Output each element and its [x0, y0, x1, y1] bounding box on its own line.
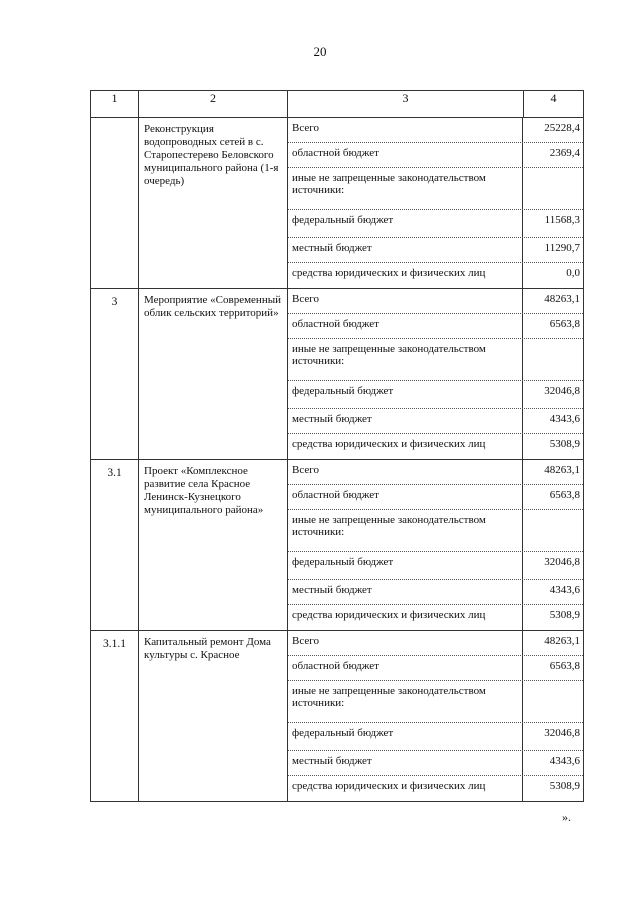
total-line [288, 631, 583, 656]
table-row [91, 289, 584, 460]
funding-source-label: областной бюджет [288, 656, 523, 680]
funding-amount: 25228,4 [544, 122, 580, 134]
funding-source-label: местный бюджет [288, 409, 523, 433]
funding-source-label: средства юридических и физических лиц [288, 605, 523, 630]
funding-amount: 6563,8 [549, 660, 580, 672]
total-line [288, 118, 583, 143]
header-cell: 2 [139, 91, 288, 118]
regional-budget-line [288, 656, 583, 681]
funding-source-label: средства юридических и физических лиц [288, 776, 523, 801]
funding-amount [523, 681, 583, 685]
regional-budget-line [288, 143, 583, 168]
measure-name: Реконструкция водопроводных сетей в с. Старопестерево Беловского муниципального района (1-я очередь) [139, 118, 288, 289]
row-number: 3.1.1 [91, 631, 139, 802]
funding-source-label: иные не запрещенные законодательством источники: [288, 681, 523, 722]
funding-amount: 5308,9 [549, 609, 580, 621]
funding-amount: 6563,8 [549, 318, 580, 330]
funding-amount: 4343,6 [549, 584, 580, 596]
funding-source-label: иные не запрещенные законодательством источники: [288, 168, 523, 209]
row-number: 3.1 [91, 460, 139, 631]
legal-entities-line [288, 263, 583, 288]
funding-amount [523, 510, 583, 514]
funding-source-label: Всего [288, 289, 523, 313]
funding-amount: 32046,8 [544, 727, 580, 739]
legal-entities-line [288, 605, 583, 630]
header-cell: 3 [288, 91, 524, 118]
funding-source-label: иные не запрещенные законодательством источники: [288, 510, 523, 551]
funding-amount: 5308,9 [549, 780, 580, 792]
funding-amount: 11290,7 [544, 242, 580, 254]
table-row [91, 460, 584, 631]
other-sources-line [288, 339, 583, 381]
funding-source-label: областной бюджет [288, 314, 523, 338]
header-cell: 4 [524, 91, 584, 118]
funding-source-label: местный бюджет [288, 580, 523, 604]
measure-name: Капитальный ремонт Дома культуры с. Красное [139, 631, 288, 802]
local-budget-line [288, 751, 583, 776]
funding-source-label: федеральный бюджет [288, 381, 523, 408]
table-header-row [91, 91, 584, 118]
local-budget-line [288, 409, 583, 434]
page-number: 20 [313, 44, 327, 59]
funding-amount: 32046,8 [544, 385, 580, 397]
funding-breakdown [288, 289, 584, 460]
funding-source-label: Всего [288, 118, 523, 142]
local-budget-line [288, 238, 583, 263]
other-sources-line [288, 510, 583, 552]
funding-source-label: Всего [288, 460, 523, 484]
funding-source-label: федеральный бюджет [288, 552, 523, 579]
funding-amount: 48263,1 [544, 635, 580, 647]
funding-amount: 4343,6 [549, 755, 580, 767]
funding-amount: 48263,1 [544, 293, 580, 305]
other-sources-line [288, 681, 583, 723]
funding-amount: 2369,4 [549, 147, 580, 159]
budget-table [90, 90, 584, 802]
funding-source-label: средства юридических и физических лиц [288, 434, 523, 459]
row-number: 3 [91, 289, 139, 460]
other-sources-line [288, 168, 583, 210]
funding-source-label: местный бюджет [288, 751, 523, 775]
funding-source-label: средства юридических и физических лиц [288, 263, 523, 288]
regional-budget-line [288, 485, 583, 510]
funding-breakdown [288, 631, 584, 802]
funding-source-label: местный бюджет [288, 238, 523, 262]
federal-budget-line [288, 552, 583, 580]
table-row [91, 631, 584, 802]
federal-budget-line [288, 381, 583, 409]
local-budget-line [288, 580, 583, 605]
funding-amount: 5308,9 [549, 438, 580, 450]
funding-source-label: областной бюджет [288, 485, 523, 509]
funding-source-label: федеральный бюджет [288, 210, 523, 237]
funding-amount: 0,0 [566, 267, 580, 279]
funding-breakdown [288, 118, 584, 289]
row-number [91, 118, 139, 289]
federal-budget-line [288, 723, 583, 751]
funding-source-label: федеральный бюджет [288, 723, 523, 750]
funding-source-label: Всего [288, 631, 523, 655]
federal-budget-line [288, 210, 583, 238]
funding-source-label: областной бюджет [288, 143, 523, 167]
funding-amount: 6563,8 [549, 489, 580, 501]
total-line [288, 460, 583, 485]
table-row [91, 118, 584, 289]
funding-amount: 4343,6 [549, 413, 580, 425]
closing-quote: ». [562, 810, 571, 824]
measure-name: Проект «Комплексное развитие села Красное Ленинск-Кузнецкого муниципального района» [139, 460, 288, 631]
total-line [288, 289, 583, 314]
funding-amount: 32046,8 [544, 556, 580, 568]
funding-source-label: иные не запрещенные законодательством источники: [288, 339, 523, 380]
header-cell: 1 [91, 91, 139, 118]
funding-amount [523, 339, 583, 343]
funding-amount: 11568,3 [544, 214, 580, 226]
measure-name: Мероприятие «Современный облик сельских территорий» [139, 289, 288, 460]
regional-budget-line [288, 314, 583, 339]
funding-breakdown [288, 460, 584, 631]
funding-amount: 48263,1 [544, 464, 580, 476]
legal-entities-line [288, 434, 583, 459]
funding-amount [523, 168, 583, 172]
legal-entities-line [288, 776, 583, 801]
